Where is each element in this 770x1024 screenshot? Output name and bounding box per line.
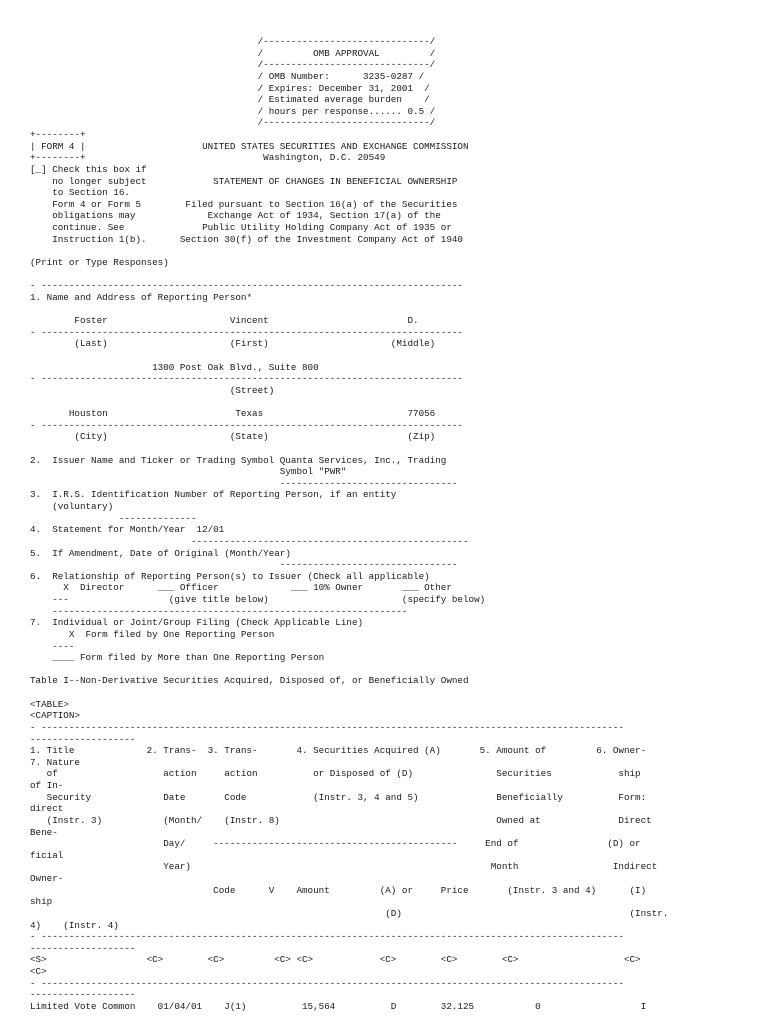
document-line: +--------+ Washington, D.C. 20549 xyxy=(30,152,386,164)
document-line: / Expires: December 31, 2001 / xyxy=(30,82,430,94)
document-line: 1. Title 2. Trans- 3. Trans- 4. Securities Acquired (A) 5. Amount of 6. Owner- xyxy=(30,745,647,757)
document-line: continue. See Public Utility Holding Company Act of 1935 or xyxy=(30,222,452,233)
document-line: obligations may Exchange Act of 1934, Section 17(a) of the xyxy=(30,210,441,222)
document-line: ------------------- xyxy=(30,733,136,745)
document-line: Limited Vote Common 01/04/01 J(1) 15,564 D 32.125 0 I xyxy=(30,1000,647,1012)
document-line: -------------------------------------------------- xyxy=(30,535,469,547)
document-line: <C> xyxy=(30,966,47,977)
document-line: / Estimated average burden / xyxy=(30,94,430,106)
document-line: / OMB APPROVAL / xyxy=(30,47,436,59)
document-line: <S> <C> <C> <C> <C> <C> <C> <C> <C> xyxy=(30,954,641,966)
document-line: Foster Vincent D. xyxy=(30,315,419,326)
document-line xyxy=(30,396,668,408)
document-line: -------------------------------- xyxy=(30,477,458,489)
document-line: ficial xyxy=(30,849,64,861)
document-line xyxy=(30,443,668,455)
document-line: 1. Name and Address of Reporting Person* xyxy=(30,291,253,303)
document-line: X Director ___ Officer ___ 10% Owner ___ Other xyxy=(30,582,452,594)
document-line xyxy=(30,303,668,315)
document-line: <TABLE> xyxy=(30,698,69,710)
document-line: Owner- xyxy=(30,873,64,884)
document-line: <CAPTION> xyxy=(30,710,80,722)
document-line: 4) (Instr. 4) xyxy=(30,919,119,931)
document-line: - --------------------------------------------------------------------------------------------------------- xyxy=(30,977,624,989)
document-line: (Instr. 3) (Month/ (Instr. 8) Owned at Direct xyxy=(30,814,652,826)
document-line: to Section 16. xyxy=(30,187,130,199)
document-line: - --------------------------------------------------------------------------------------------------------- xyxy=(30,931,624,943)
document-line: /------------------------------/ xyxy=(30,59,436,71)
document-line: 2. Issuer Name and Ticker or Trading Symbol Quanta Services, Inc., Trading xyxy=(30,454,447,466)
document-line: - ---------------------------------------------------------------------------- xyxy=(30,280,463,292)
document-line: Symbol "PWR" xyxy=(30,466,347,478)
document-line: - ---------------------------------------------------------------------------- xyxy=(30,373,463,385)
document-line: ------------------- xyxy=(30,989,136,1001)
document-line: Security Date Code (Instr. 3, 4 and 5) Beneficially Form: xyxy=(30,791,647,803)
document-line: ------------------- xyxy=(30,942,136,954)
document-line: - ---------------------------------------------------------------------------- xyxy=(30,419,463,431)
document-line: / OMB Number: 3235-0287 / xyxy=(30,70,425,82)
document-line: Bene- xyxy=(30,826,58,838)
document-line: no longer subject STATEMENT OF CHANGES IN BENEFICIAL OWNERSHIP xyxy=(30,175,458,187)
document-line: (voluntary) xyxy=(30,501,114,512)
document-line: ---- xyxy=(30,640,75,652)
document-line: 6. Relationship of Reporting Person(s) to Issuer (Check all applicable) xyxy=(30,570,430,582)
document-line: (Last) (First) (Middle) xyxy=(30,338,436,350)
document-line xyxy=(30,350,668,362)
document-line: ____ Form filed by More than One Reporting Person xyxy=(30,652,325,664)
document-line: -------------- xyxy=(30,512,197,524)
form-4-document xyxy=(30,36,668,1013)
document-line: Year) Month Indirect xyxy=(30,861,658,873)
document-line: (Print or Type Responses) xyxy=(30,256,169,268)
document-line: Form 4 or Form 5 Filed pursuant to Section 16(a) of the Securities xyxy=(30,198,458,210)
document-line: Code V Amount (A) or Price (Instr. 3 and 4) (I) xyxy=(30,884,647,896)
document-line: +--------+ xyxy=(30,129,86,140)
document-line: Instruction 1(b). Section 30(f) of the Investment Company Act of 1940 xyxy=(30,233,463,245)
document-line: Houston Texas 77056 xyxy=(30,408,436,419)
document-line: /------------------------------/ xyxy=(30,36,436,47)
document-line: 7. Individual or Joint/Group Filing (Check Applicable Line) xyxy=(30,617,364,629)
document-line xyxy=(30,269,668,281)
document-line: Day/ -------------------------------------------- End of (D) or xyxy=(30,838,641,850)
document-line: | FORM 4 | UNITED STATES SECURITIES AND EXCHANGE COMMISSION xyxy=(30,140,469,152)
document-line: - --------------------------------------------------------------------------------------------------------- xyxy=(30,721,624,733)
document-line: -------------------------------- xyxy=(30,559,458,571)
document-line: (D) (Instr. xyxy=(30,907,669,919)
document-line: (Street) xyxy=(30,384,275,396)
document-line: /------------------------------/ xyxy=(30,117,436,129)
document-line xyxy=(30,664,668,676)
document-line: direct xyxy=(30,803,64,815)
document-line: of action action or Disposed of (D) Securities ship xyxy=(30,768,641,780)
document-line: 7. Nature xyxy=(30,756,80,768)
document-line: ship xyxy=(30,896,53,908)
document-line: - ---------------------------------------------------------------------------- xyxy=(30,326,463,338)
document-line: / hours per response...... 0.5 / xyxy=(30,105,436,117)
document-line: 5. If Amendment, Date of Original (Month/Year) xyxy=(30,547,291,559)
document-line: 4. Statement for Month/Year 12/01 xyxy=(30,524,225,536)
document-line: (City) (State) (Zip) xyxy=(30,431,436,443)
document-line xyxy=(30,687,668,699)
document-line xyxy=(30,245,668,257)
document-line: [_] Check this box if xyxy=(30,163,147,175)
document-line: of In- xyxy=(30,780,64,791)
document-line: 1300 Post Oak Blvd., Suite 800 xyxy=(30,361,319,373)
document-line: --- (give title below) (specify below) xyxy=(30,594,486,605)
document-line: Table I--Non-Derivative Securities Acquired, Disposed of, or Beneficially Owned xyxy=(30,675,469,687)
document-line: X Form filed by One Reporting Person xyxy=(30,628,275,640)
document-line: 3. I.R.S. Identification Number of Reporting Person, if an entity xyxy=(30,489,397,501)
document-line: ---------------------------------------------------------------- xyxy=(30,605,408,617)
